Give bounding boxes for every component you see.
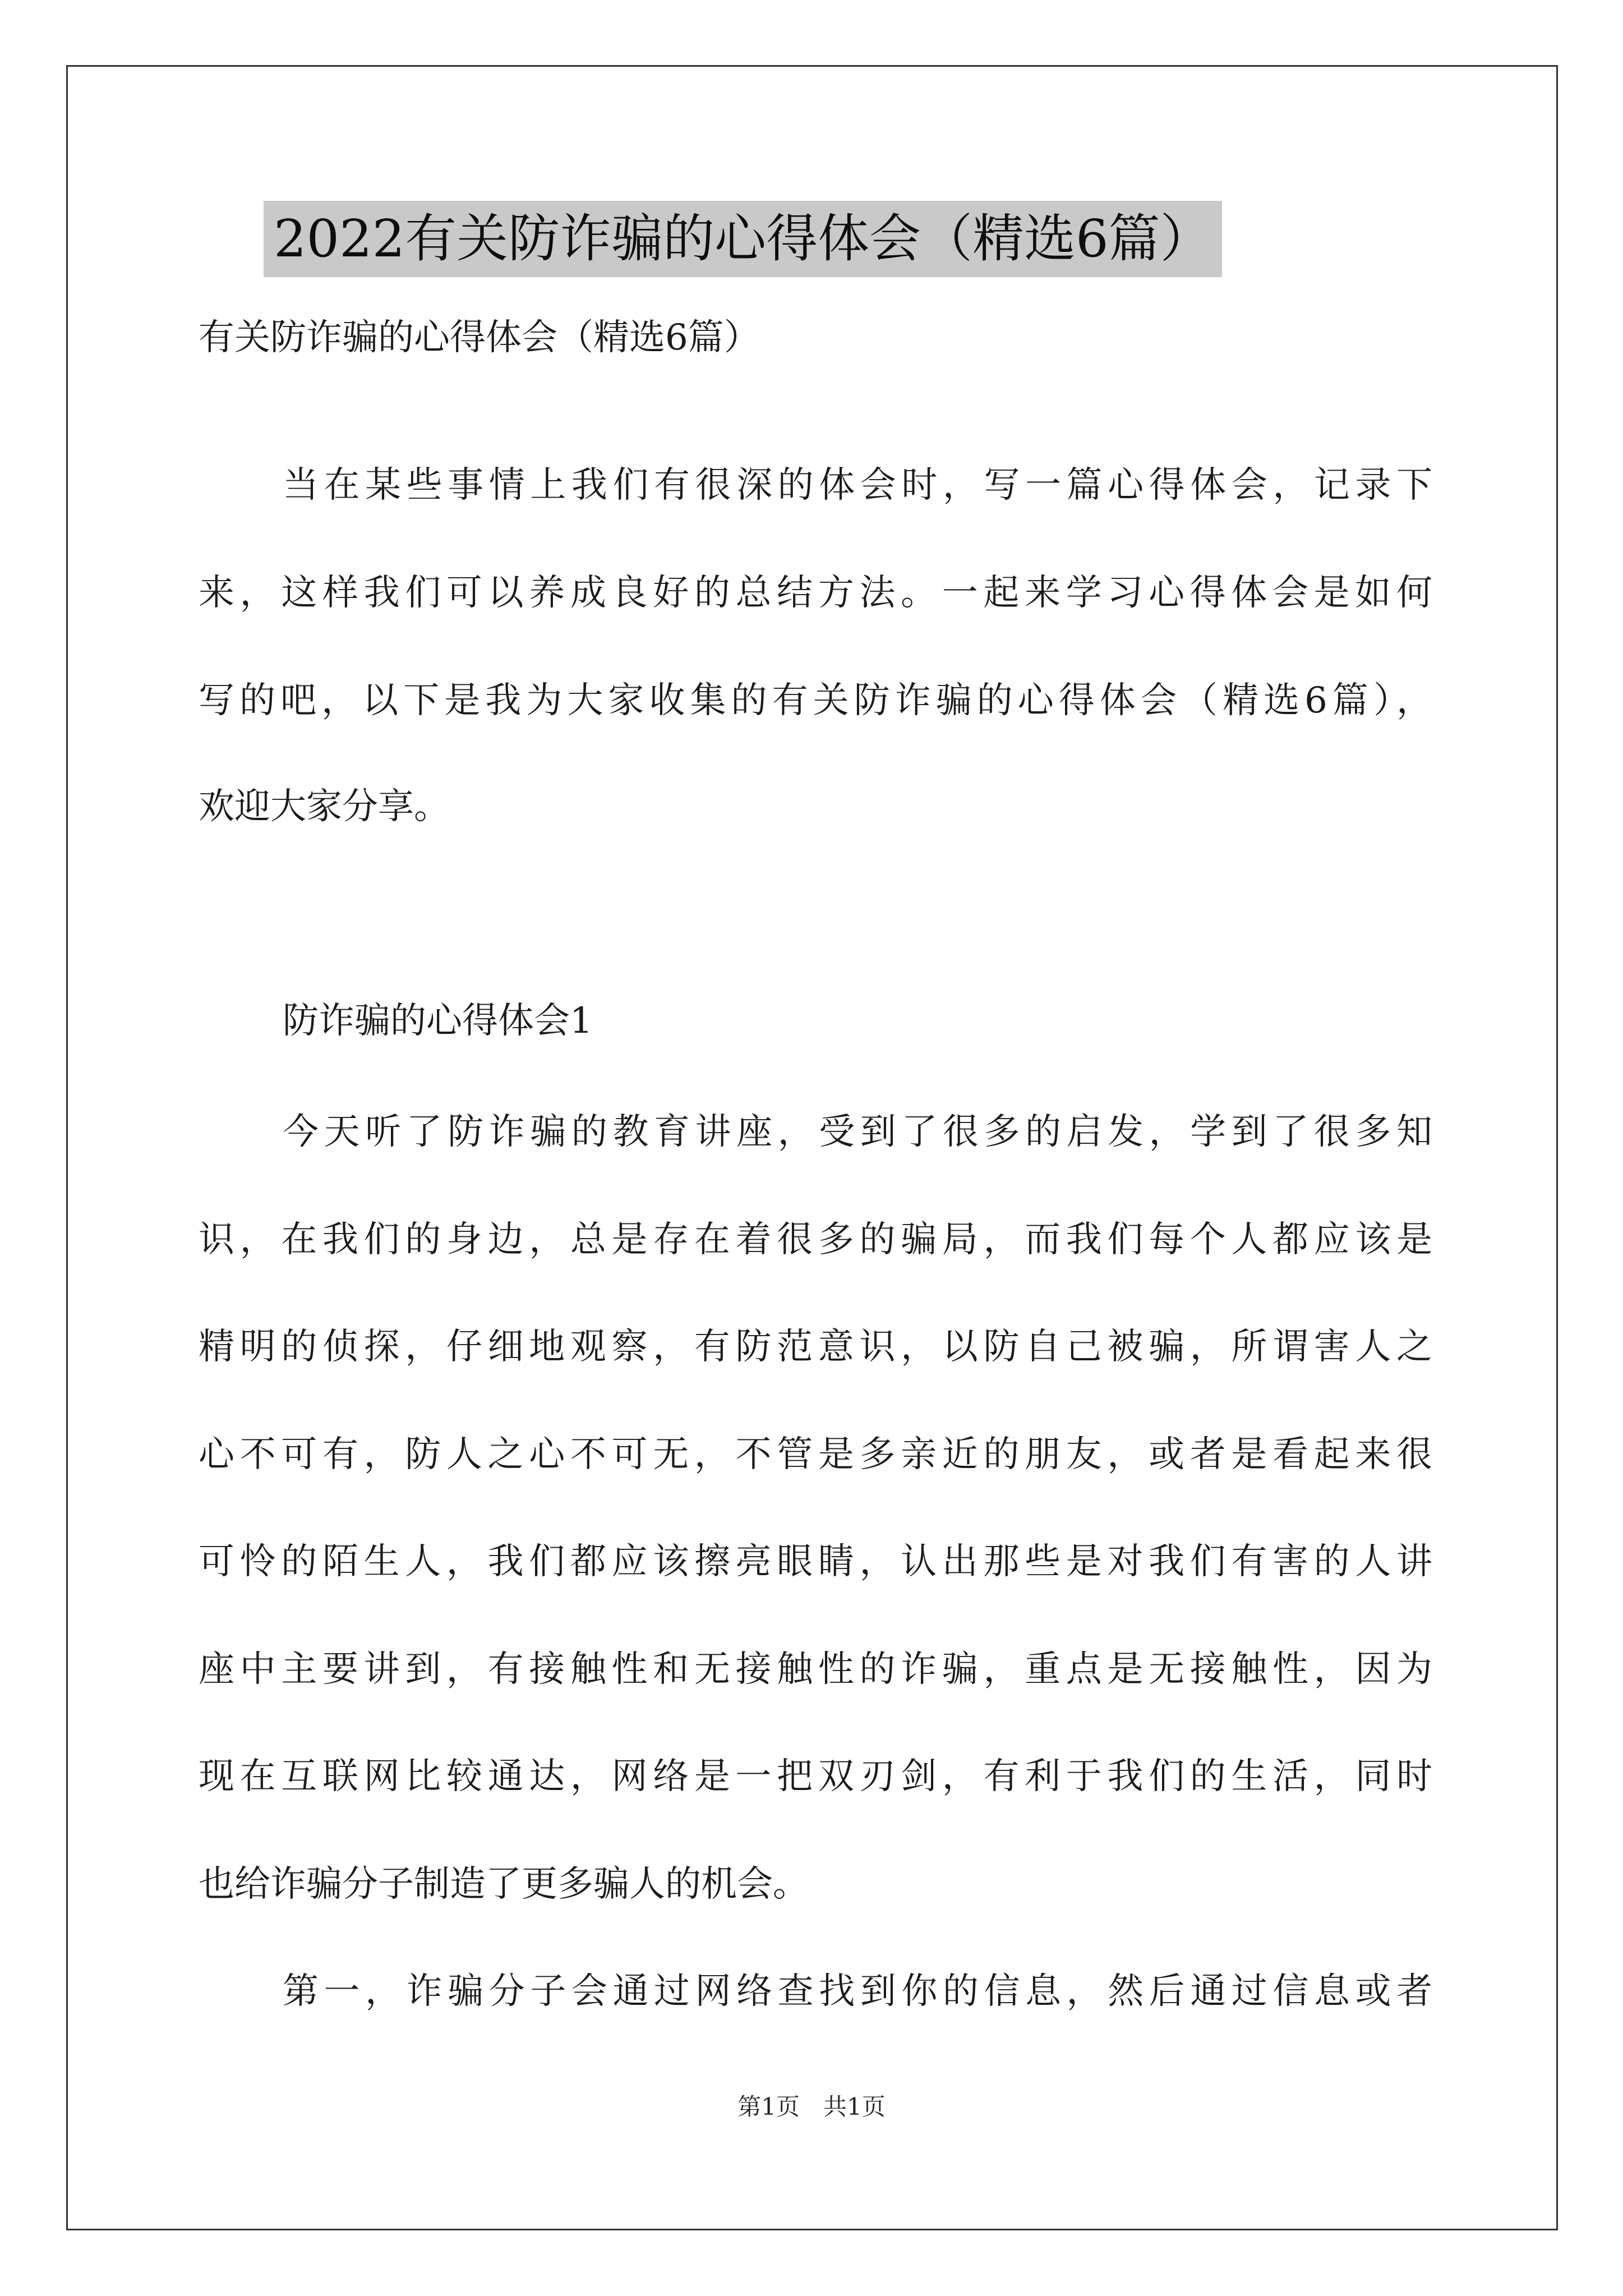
para-line: 现在互联网比较通达，网络是一把双刃剑，有利于我们的生活，同时 <box>199 1756 1432 1797</box>
para-line: 识，在我们的身边，总是存在着很多的骗局，而我们每个人都应该是 <box>199 1219 1432 1260</box>
para-line: 今天听了防诈骗的教育讲座，受到了很多的启发，学到了很多知 <box>283 1111 1432 1153</box>
intro-line: 写的吧，以下是我为大家收集的有关防诈骗的心得体会（精选6篇）， <box>199 680 1432 721</box>
document-subtitle: 有关防诈骗的心得体会（精选6篇） <box>199 317 760 358</box>
para-line: 座中主要讲到，有接触性和无接触性的诈骗，重点是无接触性，因为 <box>199 1649 1432 1690</box>
para-line: 精明的侦探，仔细地观察，有防范意识，以防自己被骗，所谓害人之 <box>199 1326 1432 1368</box>
document-title: 2022有关防诈骗的心得体会（精选6篇） <box>264 201 1222 277</box>
intro-line: 来，这样我们可以养成良好的总结方法。一起来学习心得体会是如何 <box>199 572 1432 614</box>
para-line: 可怜的陌生人，我们都应该擦亮眼睛，认出那些是对我们有害的人讲 <box>199 1541 1432 1582</box>
section-heading: 防诈骗的心得体会1 <box>283 1000 593 1042</box>
intro-line: 当在某些事情上我们有很深的体会时，写一篇心得体会，记录下 <box>283 464 1432 506</box>
para-line: 第一，诈骗分子会通过网络查找到你的信息，然后通过信息或者 <box>283 1971 1432 2012</box>
page-footer: 第1页 共1页 <box>737 2093 886 2120</box>
para-line: 也给诈骗分子制造了更多骗人的机会。 <box>199 1864 809 1905</box>
intro-line: 欢迎大家分享。 <box>199 786 450 827</box>
para-line: 心不可有，防人之心不可无，不管是多亲近的朋友，或者是看起来很 <box>199 1434 1432 1475</box>
